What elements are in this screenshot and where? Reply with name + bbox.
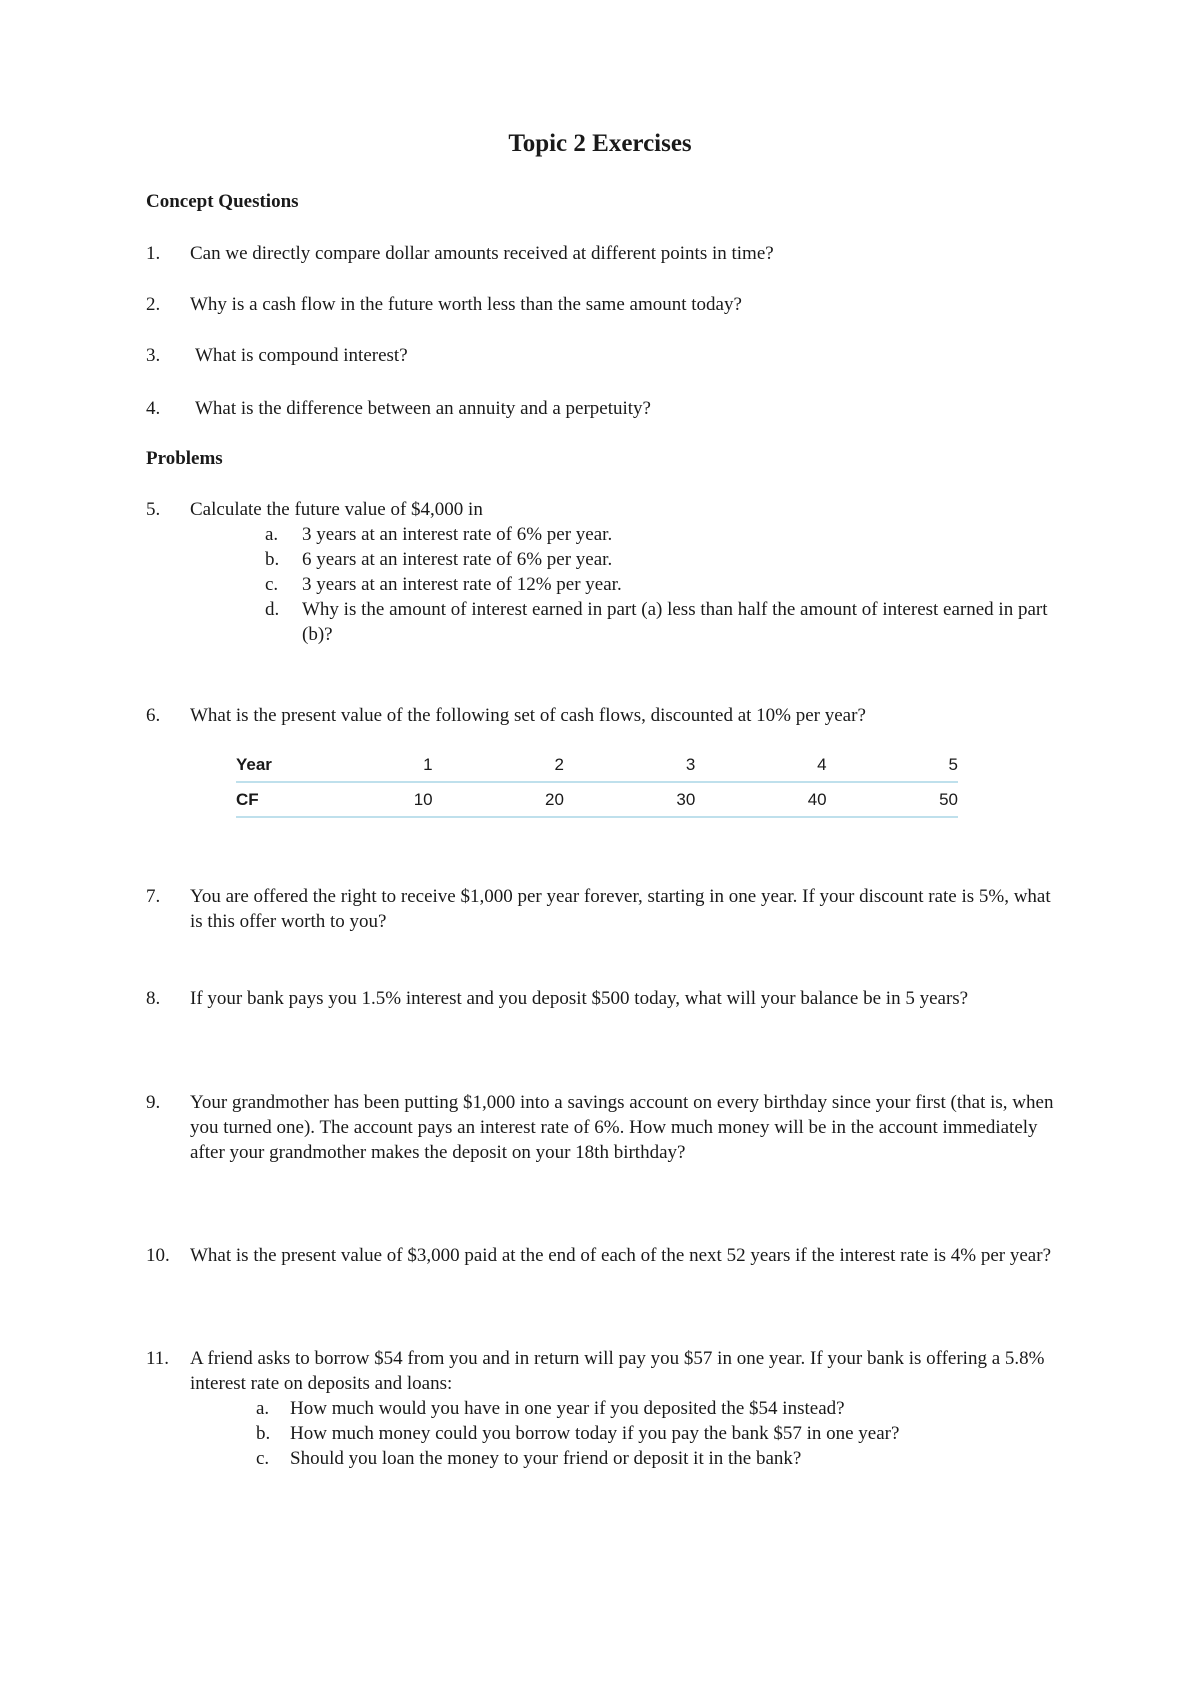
question-number: 6. [146, 705, 161, 726]
question-7 [146, 884, 1066, 934]
cf-cell: 30 [564, 782, 695, 817]
sub-question-text: How much would you have in one year if you deposited the $54 instead? [290, 1398, 845, 1419]
problems-heading: Problems [146, 448, 223, 469]
question-6 [146, 703, 1066, 728]
sub-question-text: Should you loan the money to your friend or deposit it in the bank? [290, 1448, 802, 1469]
question-number: 3. [146, 345, 161, 366]
sub-question-b [265, 547, 1066, 572]
table-row-cf [236, 782, 958, 817]
cf-cell: 50 [827, 782, 958, 817]
sub-question-text: Why is the amount of interest earned in part (a) less than half the amount of interest earned in part (b)? [302, 599, 1048, 645]
row-label: Year [236, 748, 315, 782]
row-label: CF [236, 782, 315, 817]
question-text: What is the difference between an annuity and a perpetuity? [195, 398, 651, 419]
sub-question-label: b. [265, 549, 280, 570]
sub-question-text: 3 years at an interest rate of 12% per year. [302, 574, 622, 595]
question-text: Your grandmother has been putting $1,000 into a savings account on every birthday since your first (that is, when you turned one). The account pays an interest rate of 6%. How much money will be in the account immediately after your grandmother makes the deposit on your 18th birthday? [190, 1092, 1054, 1163]
page-title: Topic 2 Exercises [508, 130, 692, 157]
question-10 [146, 1243, 1066, 1268]
table-row-year [236, 748, 958, 782]
question-2 [146, 292, 1066, 317]
sub-question-d [265, 597, 1066, 647]
year-cell: 2 [433, 748, 564, 782]
question-text: If your bank pays you 1.5% interest and you deposit $500 today, what will your balance be in 5 years? [190, 988, 969, 1009]
cf-cell: 20 [433, 782, 564, 817]
question-text: Why is a cash flow in the future worth less than the same amount today? [190, 294, 742, 315]
question-11 [146, 1346, 1066, 1471]
sub-question-label: c. [265, 574, 279, 595]
sub-question-label: d. [265, 599, 280, 620]
cf-cell: 10 [315, 782, 433, 817]
cf-cell: 40 [695, 782, 826, 817]
question-text: Can we directly compare dollar amounts received at different points in time? [190, 243, 774, 264]
question-1 [146, 241, 1066, 266]
question-9 [146, 1090, 1066, 1165]
question-3 [146, 343, 1066, 368]
sub-question-c [256, 1446, 1066, 1471]
question-number: 7. [146, 886, 161, 907]
sub-question-label: a. [256, 1398, 270, 1419]
question-number: 10. [146, 1245, 170, 1266]
sub-question-text: 6 years at an interest rate of 6% per year. [302, 549, 613, 570]
sub-question-text: 3 years at an interest rate of 6% per year. [302, 524, 613, 545]
year-cell: 4 [695, 748, 826, 782]
sub-question-label: c. [256, 1448, 270, 1469]
sub-question-a [256, 1396, 1066, 1421]
question-text: What is the present value of the following set of cash flows, discounted at 10% per year? [190, 705, 866, 726]
question-text: A friend asks to borrow $54 from you and in return will pay you $57 in one year. If your bank is offering a 5.8% interest rate on deposits and loans: [190, 1348, 1045, 1394]
question-number: 8. [146, 988, 161, 1009]
sub-question-a [265, 522, 1066, 547]
year-cell: 3 [564, 748, 695, 782]
question-number: 11. [146, 1348, 170, 1369]
question-number: 4. [146, 398, 161, 419]
question-number: 9. [146, 1092, 161, 1113]
concept-questions-heading: Concept Questions [146, 191, 299, 212]
sub-question-label: a. [265, 524, 279, 545]
question-text: What is the present value of $3,000 paid at the end of each of the next 52 years if the interest rate is 4% per year? [190, 1245, 1052, 1266]
question-text: Calculate the future value of $4,000 in [190, 499, 483, 520]
sub-question-label: b. [256, 1423, 271, 1444]
question-number: 5. [146, 499, 161, 520]
question-number: 1. [146, 243, 161, 264]
sub-question-c [265, 572, 1066, 597]
sub-question-b [256, 1421, 1066, 1446]
question-8 [146, 986, 1066, 1011]
year-cell: 1 [315, 748, 433, 782]
question-text: What is compound interest? [195, 345, 408, 366]
year-cell: 5 [827, 748, 958, 782]
question-5 [146, 497, 1066, 647]
question-text: You are offered the right to receive $1,000 per year forever, starting in one year. If your discount rate is 5%, what is this offer worth to you? [190, 886, 1051, 932]
question-number: 2. [146, 294, 161, 315]
sub-question-text: How much money could you borrow today if you pay the bank $57 in one year? [290, 1423, 900, 1444]
question-4 [146, 396, 1066, 421]
cash-flow-table [236, 748, 958, 818]
